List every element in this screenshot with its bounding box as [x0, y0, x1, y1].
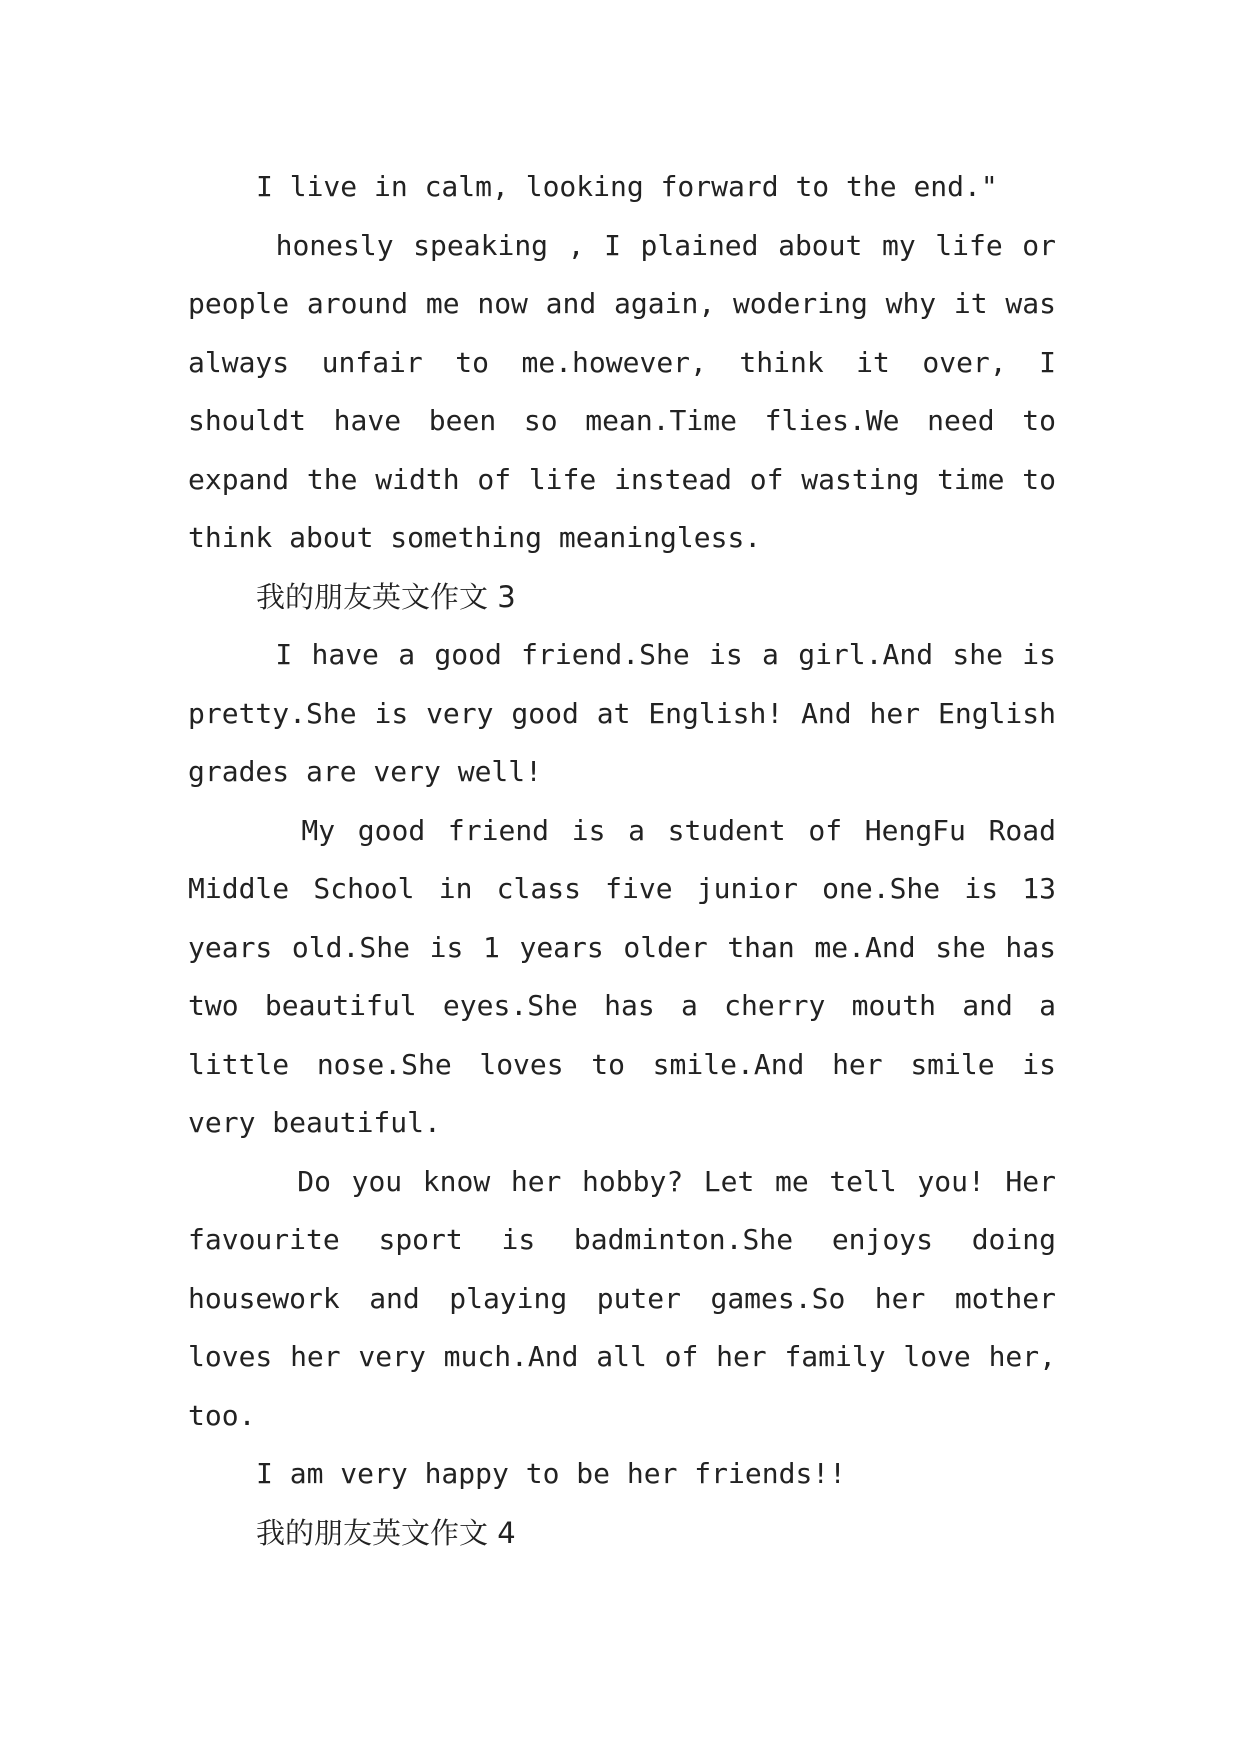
paragraph-6: I am very happy to be her friends!!: [256, 1457, 847, 1490]
essay-heading-4: 我的朋友英文作文 4: [256, 1515, 516, 1550]
paragraph-4: My good friend is a student of HengFu Road Middle School in class five junior one.She is 13 years old.She is 1 years older than me.And she has two beautiful eyes.She has a cherry mouth and a little nose.She loves to smile.And her smile is very beautiful.: [188, 813, 1073, 1139]
essay-heading-3: 我的朋友英文作文 3: [256, 579, 516, 614]
paragraph-3: I have a good friend.She is a girl.And she is pretty.She is very good at English! And her English grades are very well!: [188, 638, 1073, 788]
paragraph-5: Do you know her hobby? Let me tell you! Her favourite sport is badminton.She enjoys doing housework and playing puter games.So her mother loves her very much.And all of her family love her, too.: [188, 1164, 1073, 1432]
essay-body: [188, 158, 1073, 1562]
paragraph-2: honesly speaking , I plained about my life or people around me now and again, wodering why it was always unfair to me.however, think it over, I shouldt have been so mean.Time flies.We need to expand the width of life instead of wasting time to think about something meaningless.: [188, 228, 1073, 554]
paragraph-1: I live in calm, looking forward to the end.": [256, 170, 998, 203]
